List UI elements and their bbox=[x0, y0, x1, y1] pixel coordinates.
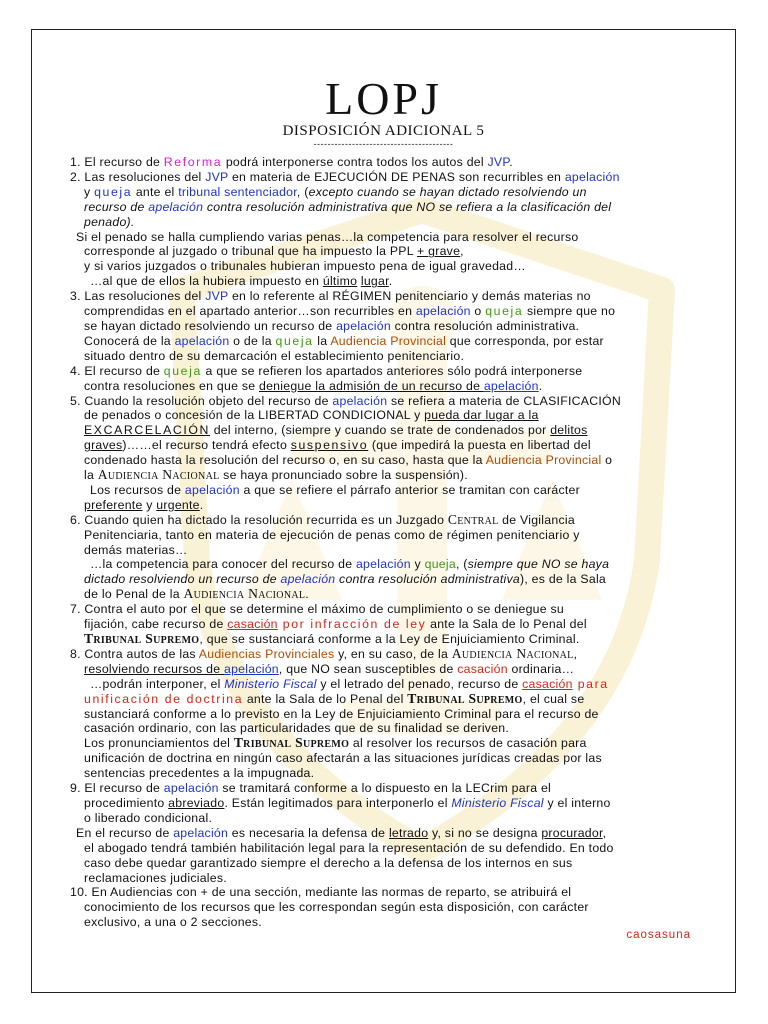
page-frame bbox=[31, 29, 736, 993]
document-title: LOPJ bbox=[325, 73, 442, 124]
paragraph-6: 6. Cuando quien ha dictado la resolución recurrida es un Juzgado Central de Vigilancia Penitenciaria, tanto en materia de ejecución de penas como de régimen penitenciario y demás materias… …la competencia para conocer del recurso de apelación y queja, (siempre que NO se haya dictado resolviendo un recurso de apelación contra resolución administrativa), es de la Sala de lo Penal de la Audiencia Nacional. bbox=[70, 511, 610, 602]
paragraph-8: 8. Contra autos de las Audiencias Provinciales y, en su caso, de la Audiencia Nacional, resolviendo recursos de apelación, que NO sean susceptibles de casación ordinaria… …podrán interponer, el Ministerio Fiscal y el letrado del penado, recurso de casación para unificación de doctrina ante la Sala de lo Penal del Tribunal Supremo, el cual se sustanciará conforme a lo previsto en la Ley de Enjuiciamiento Criminal para el recurso de casación ordinario, con las particularidades que de su finalidad se deriven. Los pronunciamientos del Tribunal Supremo al resolver los recursos de casación para unificación de doctrina en ningún caso afectarán a las situaciones jurídicas creadas por las sentencias precedentes a la impugnada. bbox=[70, 645, 609, 781]
paragraph-10: 10. En Audiencias con + de una sección, mediante las normas de reparto, se atribuirá el conocimiento de los recursos que les correspondan según esta disposición, con carácter exclusivo, a una o 2 secciones. bbox=[70, 885, 589, 930]
paragraph-2: 2. Las resoluciones del JVP en materia de EJECUCIÓN DE PENAS son recurribles en apelación y queja ante el tribunal sentenciador, (excepto cuando se hayan dictado resolviendo un recurso de apelación contra resolución administrativa que NO se refiera a la clasificación del penado). Si el penado se halla cumpliendo varias penas…la competencia para resolver el recurso corresponde al juzgado o tribunal que ha impuesto la PPL + grave, y si varios juzgados o tribunales hubieran impuesto pena de igual gravedad… …al que de ellos la hubiera impuesto en último lugar. bbox=[70, 169, 620, 289]
document-subtitle: DISPOSICIÓN ADICIONAL 5 bbox=[282, 123, 485, 139]
divider: ---------------------------------------- bbox=[313, 139, 454, 149]
paragraph-5: 5. Cuando la resolución objeto del recurso de apelación se refiera a materia de CLASIFICACIÓN de penados o concesión de la LIBERTAD CONDICIONAL y pueda dar lugar a la EXCARCELACIÓN del interno, (siempre y cuando se trate de condenados por delitos graves)……el recurso tendrá efecto suspensivo (que impedirá la puesta en libertad del condenado hasta la resolución del recurso o, en su caso, hasta que la Audiencia Provincial o la Audiencia Nacional se haya pronunciado sobre la suspensión). Los recursos de apelación a que se refiere el párrafo anterior se tramitan con carácter preferente y urgente. bbox=[70, 393, 621, 512]
paragraph-9: 9. El recurso de apelación se tramitará conforme a lo dispuesto en la LECrim para el procedimiento abreviado. Están legitimados para interponerlo el Ministerio Fiscal y el interno o liberado condicional. En el recurso de apelación es necesaria la defensa de letrado y, si no se designa procurador, el abogado tendrá también habilitación legal para la representación de su defendido. En todo caso debe quedar garantizado siempre el derecho a la defensa de los internos en sus reclamaciones judiciales. bbox=[70, 781, 614, 885]
paragraph-3: 3. Las resoluciones del JVP en lo referente al RÉGIMEN penitenciario y demás materias no comprendidas en el apartado anterior…son recurribles en apelación o queja siempre que no se hayan dictado resolviendo un recurso de apelación contra resolución administrativa. Conocerá de la apelación o de la queja la Audiencia Provincial que corresponda, por estar situado dentro de su demarcación el establecimiento penitenciario. bbox=[70, 289, 616, 363]
paragraph-4: 4. El recurso de queja a que se refieren los apartados anteriores sólo podrá interponerse contra resoluciones en que se deniegue la admisión de un recurso de apelación. bbox=[70, 363, 583, 393]
paragraph-7: 7. Contra el auto por el que se determine el máximo de cumplimiento o se deniegue su fijación, cabe recurso de casación por infracción de ley ante la Sala de lo Penal del Tribunal Supremo, que se sustanciará conforme a la Ley de Enjuiciamiento Criminal. bbox=[70, 602, 587, 646]
paragraph-1: 1. El recurso de Reforma podrá interponerse contra todos los autos del JVP. bbox=[70, 155, 513, 169]
author-signature: caosasuna bbox=[626, 929, 691, 941]
document-body bbox=[70, 155, 710, 930]
